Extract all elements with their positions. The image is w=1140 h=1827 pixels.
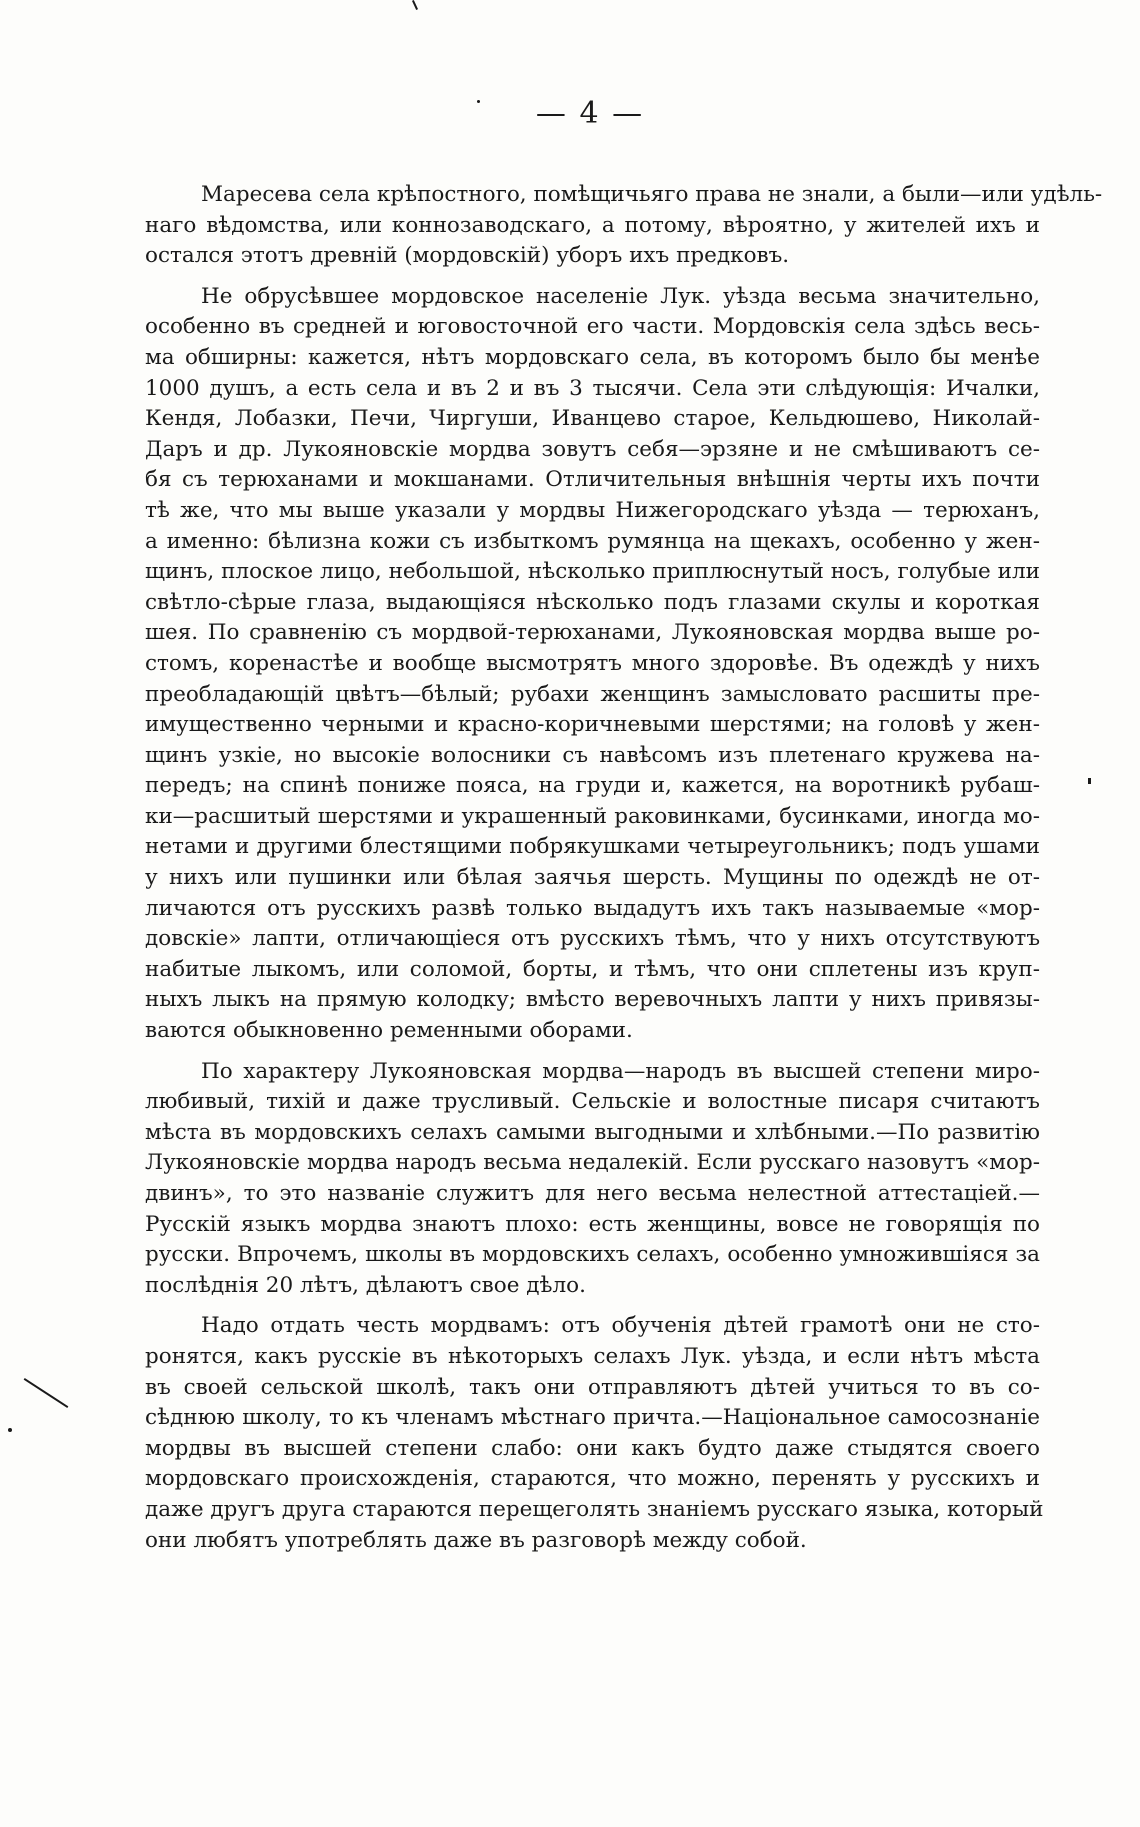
margin-dot — [8, 1428, 12, 1432]
text-line: двинъ», то это названіе служитъ для него весьма нелестной аттестаціей.— — [145, 1181, 1040, 1206]
text-line: они любятъ употреблять даже въ разговорѣ между собой. — [145, 1527, 807, 1553]
text-line: По характеру Лукояновская мордва—народъ въ высшей степени миро- — [201, 1058, 1040, 1084]
text-line: любивый, тихій и даже трусливый. Сельскіе и волостные писаря считаютъ — [145, 1089, 1040, 1115]
text-line: Кендя, Лобазки, Печи, Чиргуши, Иванцево старое, Кельдюшево, Николай- — [145, 406, 1040, 432]
text-line: бя съ терюханами и мокшанами. Отличительныя внѣшнія черты ихъ почти — [145, 467, 1040, 493]
text-line: а именно: бѣлизна кожи съ избыткомъ румянца на щекахъ, особенно у жен- — [145, 528, 1040, 554]
text-line: щинъ, плоское лицо, небольшой, нѣсколько приплюснутый носъ, голубые или — [145, 559, 1040, 585]
text-line: мордвы въ высшей степени слабо: они какъ будто даже стыдятся своего — [145, 1435, 1040, 1461]
paragraph — [145, 1311, 1044, 1556]
text-line: Русскій языкъ мордва знаютъ плохо: есть женщины, вовсе не говорящія по — [145, 1211, 1040, 1237]
text-line: русски. Впрочемъ, школы въ мордовскихъ селахъ, особенно умножившіяся за — [145, 1242, 1040, 1268]
text-line: послѣднія 20 лѣтъ, дѣлаютъ свое дѣло. — [145, 1272, 586, 1298]
paragraph — [145, 282, 1040, 1047]
text-line: набитые лыкомъ, или соломой, борты, и тѣмъ, что они сплетены изъ круп- — [145, 956, 1040, 982]
text-line: особенно въ средней и юговосточной его части. Мордовскія села здѣсь весь- — [145, 314, 1040, 340]
text-line: имущественно черными и красно-коричневыми шерстями; на головѣ у жен- — [145, 712, 1040, 738]
text-line: ронятся, какъ русскіе въ нѣкоторыхъ селахъ Лук. уѣзда, и если нѣтъ мѣста — [145, 1343, 1040, 1369]
text-line: Надо отдать честь мордвамъ: отъ обученія дѣтей грамотѣ они не сто- — [201, 1313, 1040, 1339]
margin-pen-mark — [24, 1378, 69, 1408]
text-line: щинъ узкіе, но высокіе волосники съ навѣсомъ изъ плетенаго кружева на- — [145, 742, 1040, 768]
text-line: даже другъ друга стараются перещеголять знаніемъ русскаго языка, который — [145, 1496, 1044, 1522]
text-line: Маресева села крѣпостного, помѣщичьяго права не знали, а были—или удѣль- — [201, 182, 1103, 207]
text-line: мѣста въ мордовскихъ селахъ самыми выгодными и хлѣбными.—По развитію — [145, 1119, 1040, 1145]
body-text — [145, 180, 1103, 1556]
text-line: ки—расшитый шерстями и украшенный раковинками, бусинками, иногда мо- — [145, 803, 1040, 829]
print-speck — [412, 0, 418, 10]
text-line: ваются обыкновенно ременными оборами. — [145, 1018, 633, 1044]
text-line: мордовскаго происхожденія, стараются, что можно, перенять у русскихъ и — [145, 1466, 1040, 1492]
text-line: нетами и другими блестящими побрякушками четыреугольникъ; подъ ушами — [145, 834, 1040, 860]
text-line: ныхъ лыкъ на прямую колодку; вмѣсто веревочныхъ лапти у нихъ привязы- — [145, 987, 1040, 1013]
print-speck — [1088, 778, 1091, 784]
text-line: шея. По сравненію съ мордвой-терюханами, Лукояновская мордва выше ро- — [145, 620, 1040, 646]
text-line: сѣднюю школу, то къ членамъ мѣстнаго причта.—Національное самосознаніе — [145, 1405, 1040, 1431]
text-line: тѣ же, что мы выше указали у мордвы Нижегородскаго уѣзда — терюханъ, — [145, 497, 1040, 523]
paragraph — [145, 1057, 1040, 1302]
page-number: — 4 — — [535, 96, 645, 131]
text-line: передъ; на спинѣ пониже пояса, на груди и, кажется, на воротникѣ рубаш- — [145, 773, 1040, 799]
text-line: Лукояновскіе мордва народъ весьма недалекій. Если русскаго назовутъ «мор- — [145, 1150, 1040, 1176]
text-line: свѣтло-сѣрые глаза, выдающіяся нѣсколько подъ глазами скулы и короткая — [145, 589, 1040, 615]
text-line: личаются отъ русскихъ развѣ только выдадутъ ихъ такъ называемые «мор- — [145, 895, 1040, 921]
text-line: ма обширны: кажется, нѣтъ мордовскаго села, въ которомъ было бы менѣе — [145, 344, 1040, 370]
text-line: 1000 душъ, а есть села и въ 2 и въ 3 тысячи. Села эти слѣдующія: Ичалки, — [145, 375, 1040, 401]
text-line: Не обрусѣвшее мордовское населеніе Лук. уѣзда весьма значительно, — [201, 283, 1040, 309]
text-line: у нихъ или пушинки или бѣлая заячья шерсть. Мущины по одеждѣ не от- — [145, 865, 1040, 891]
text-line: довскіе» лапти, отличающіеся отъ русскихъ тѣмъ, что у нихъ отсутствуютъ — [145, 926, 1040, 952]
text-line: Даръ и др. Лукояновскіе мордва зовутъ себя—эрзяне и не смѣшиваютъ се- — [145, 436, 1040, 462]
paragraph — [145, 180, 1103, 272]
text-line: наго вѣдомства, или коннозаводскаго, а потому, вѣроятно, у жителей ихъ и — [145, 212, 1040, 238]
text-line: въ своей сельской школѣ, такъ они отправляютъ дѣтей учиться то въ со- — [145, 1374, 1040, 1400]
text-line: остался этотъ древній (мордовскій) уборъ ихъ предковъ. — [145, 243, 790, 269]
text-line: стомъ, коренастѣе и вообще высмотрятъ много здоровѣе. Въ одеждѣ у нихъ — [145, 650, 1040, 676]
text-line: преобладающій цвѣтъ—бѣлый; рубахи женщинъ замысловато расшиты пре- — [145, 681, 1040, 707]
